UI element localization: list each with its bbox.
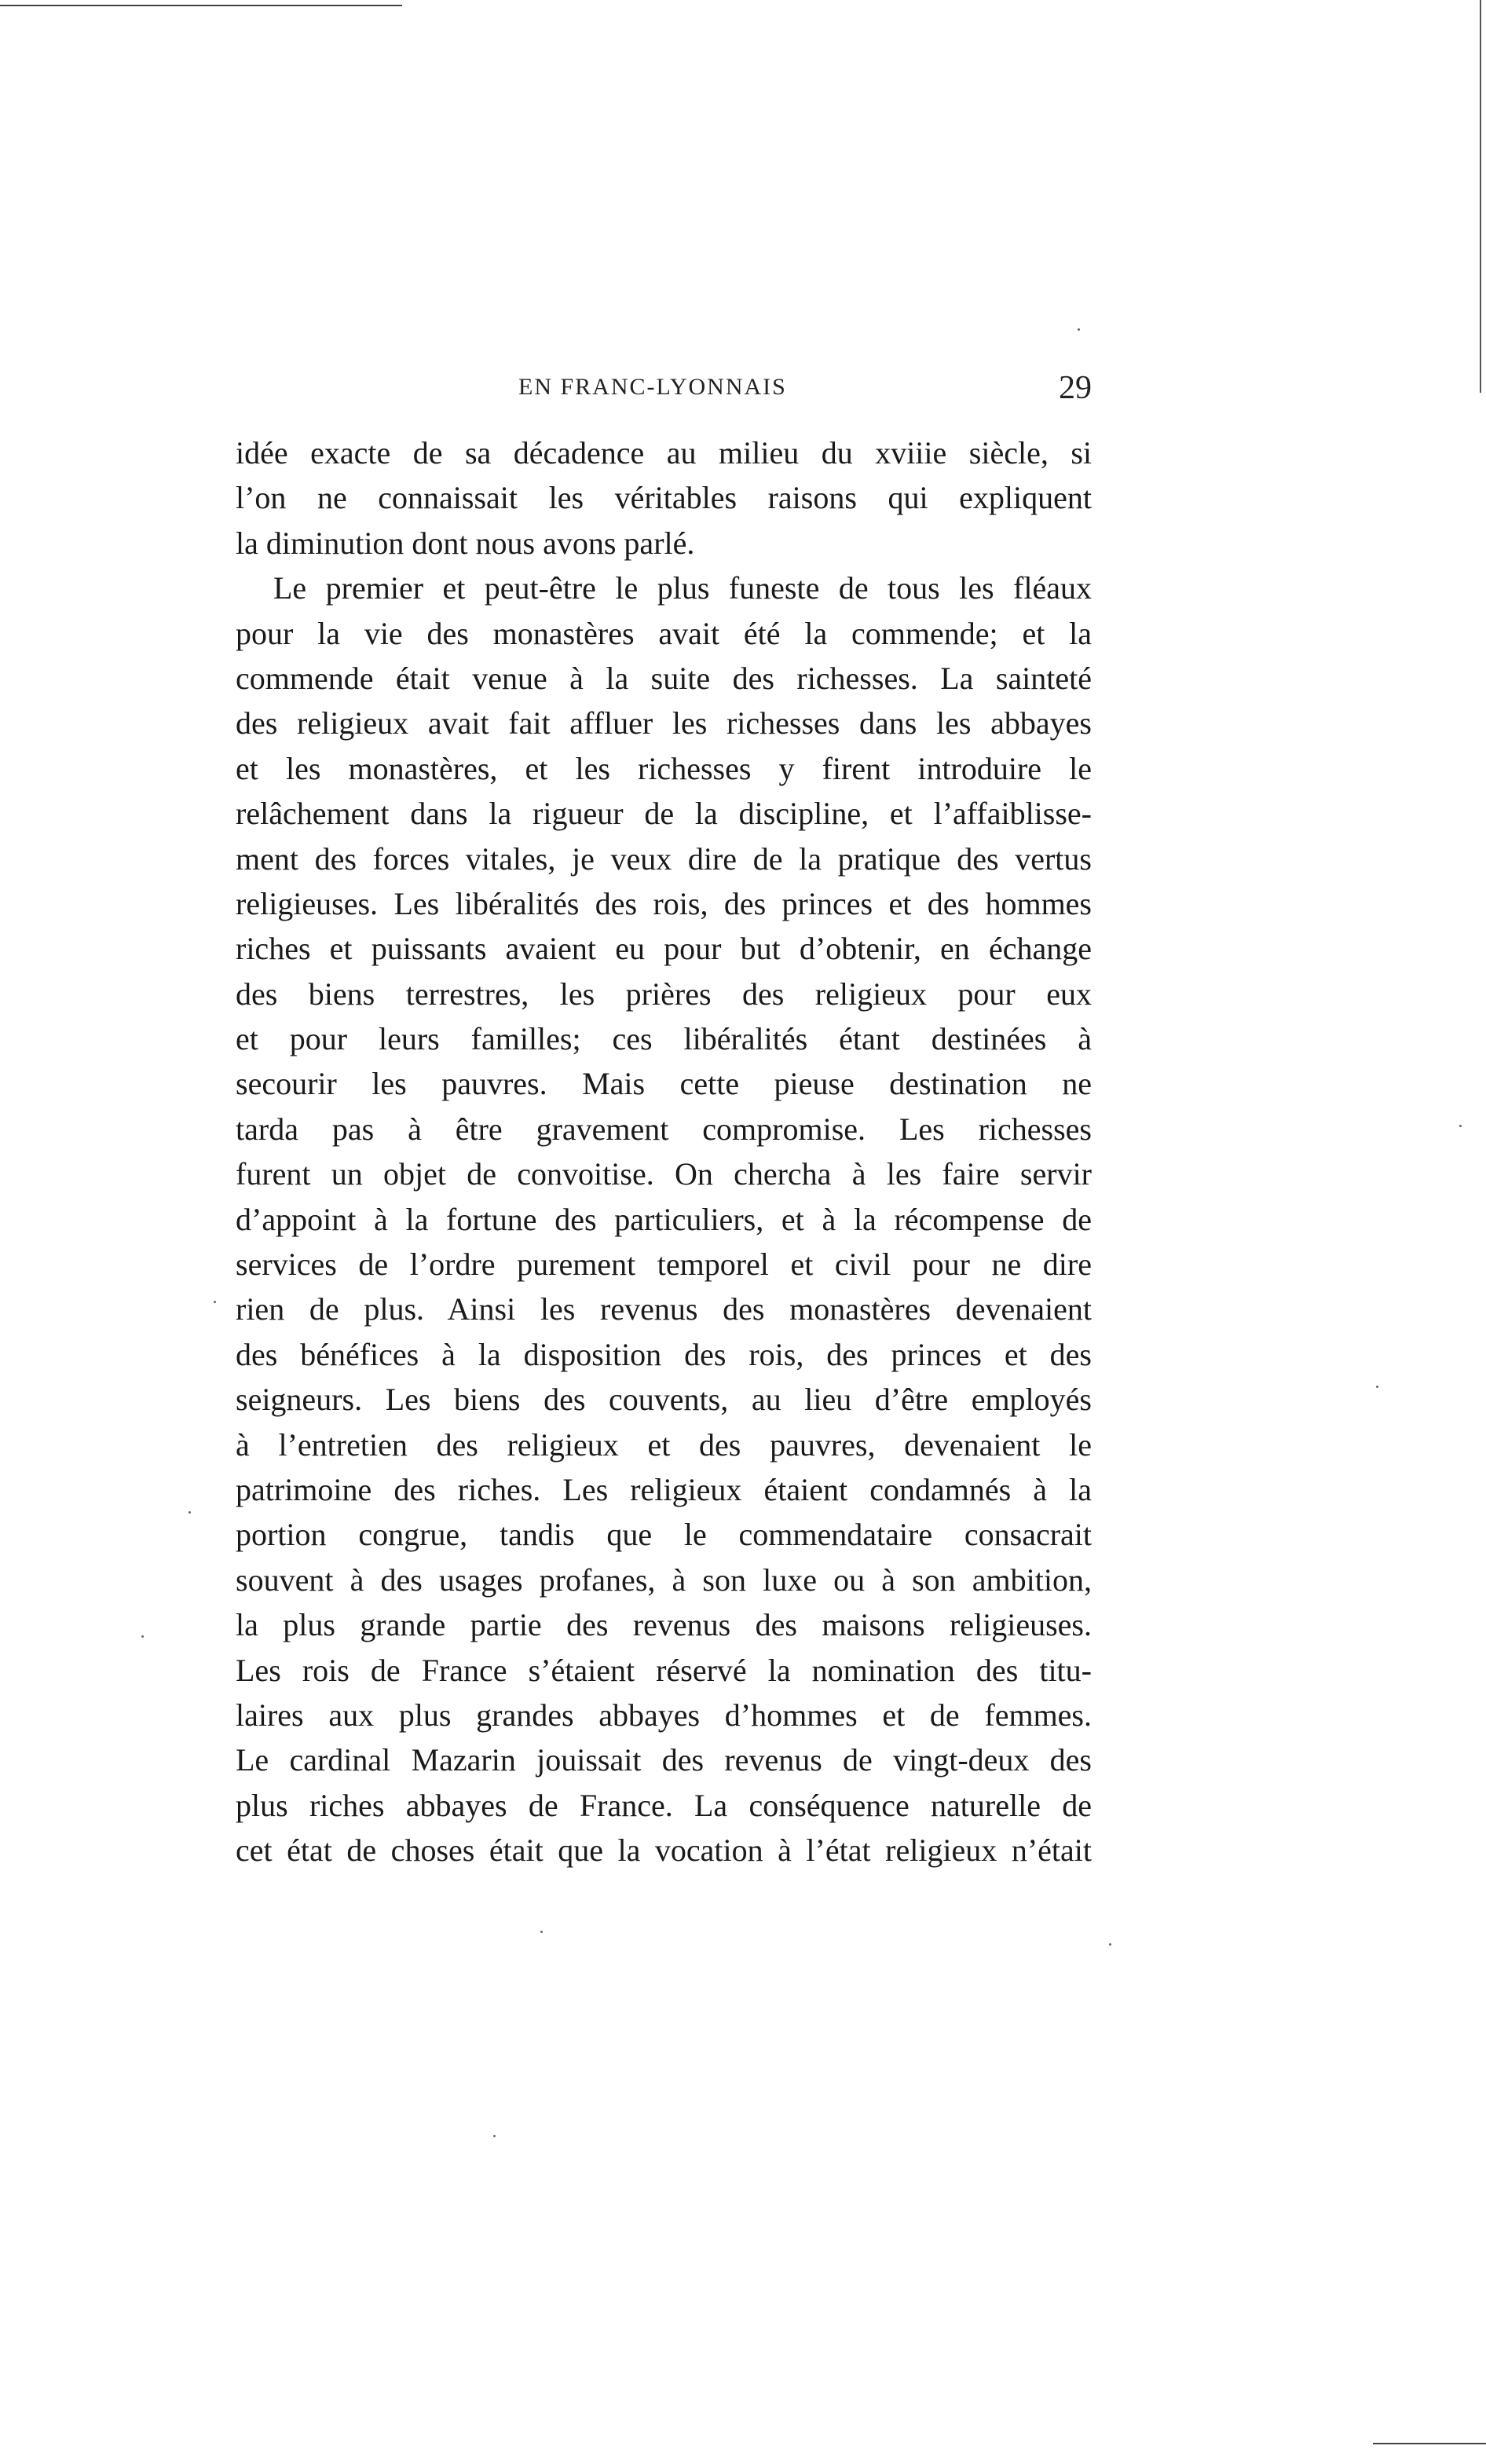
- text-line: des biens terrestres, les prières des religieux pour eux: [236, 976, 1092, 1012]
- text-line: l’on ne connaissait les véritables raisons qui expliquent: [236, 480, 1092, 516]
- text-line: pour la vie des monastères avait été la commende; et la: [236, 615, 1092, 651]
- text-line: ment des forces vitales, je veux dire de la pratique des vertus: [236, 840, 1092, 877]
- text-line: d’appoint à la fortune des particuliers, et à la récompense de: [236, 1201, 1092, 1237]
- text-line: plus riches abbayes de France. La conséquence naturelle de: [236, 1787, 1092, 1823]
- text-line: cet état de choses était que la vocation à l’état religieux n’était: [236, 1832, 1092, 1869]
- text-line: laires aux plus grandes abbayes d’hommes et de femmes.: [236, 1697, 1092, 1733]
- text-line: des bénéfices à la disposition des rois, des princes et des: [236, 1336, 1092, 1372]
- text-line: relâchement dans la rigueur de la discipline, et l’affaiblisse-: [236, 796, 1092, 832]
- text-line: la plus grande partie des revenus des maisons religieuses.: [236, 1607, 1092, 1643]
- running-head: [236, 369, 1092, 408]
- text-line: furent un objet de convoitise. On chercha à les faire servir: [236, 1156, 1092, 1192]
- text-line: riches et puissants avaient eu pour but d’obtenir, en échange: [236, 931, 1092, 967]
- running-head-title: EN FRANC-LYONNAIS: [518, 374, 787, 400]
- scan-edge-bottom-rule: [1373, 2443, 1486, 2444]
- text-line: secourir les pauvres. Mais cette pieuse destination ne: [236, 1066, 1092, 1102]
- text-line: la diminution dont nous avons parlé.: [236, 525, 695, 561]
- text-line: patrimoine des riches. Les religieux étaient condamnés à la: [236, 1471, 1092, 1507]
- text-line: tarda pas à être gravement compromise. Les richesses: [236, 1111, 1092, 1147]
- page-number: 29: [1059, 370, 1092, 406]
- scan-speck: [1459, 1125, 1462, 1127]
- text-line: idée exacte de sa décadence au milieu du xviiie siècle, si: [236, 435, 1092, 470]
- text-line: rien de plus. Ainsi les revenus des monastères devenaient: [236, 1291, 1092, 1327]
- text-line: et pour leurs familles; ces libéralités étant destinées à: [236, 1021, 1092, 1057]
- scan-speck: [540, 1931, 543, 1933]
- paragraph-first-line: Le premier et peut-être le plus funeste de tous les fléaux: [273, 570, 1092, 606]
- scan-speck: [1376, 1386, 1378, 1388]
- text-line: seigneurs. Les biens des couvents, au lieu d’être employés: [236, 1382, 1092, 1418]
- text-line: portion congrue, tandis que le commendataire consacrait: [236, 1517, 1092, 1553]
- scan-speck: [1078, 328, 1080, 331]
- scan-speck: [188, 1511, 191, 1514]
- text-line: commende était venue à la suite des richesses. La sainteté: [236, 660, 1092, 696]
- scan-speck: [214, 1301, 216, 1303]
- text-line: services de l’ordre purement temporel et civil pour ne dire: [236, 1247, 1092, 1283]
- scan-edge-right-line: [1480, 0, 1481, 393]
- body-text: [236, 430, 1092, 1873]
- text-line: à l’entretien des religieux et des pauvres, devenaient le: [236, 1426, 1092, 1463]
- scan-speck: [1109, 1943, 1111, 1946]
- text-line: des religieux avait fait affluer les richesses dans les abbayes: [236, 705, 1092, 741]
- scan-speck: [493, 2135, 496, 2137]
- scan-speck: [141, 1635, 144, 1638]
- text-line: religieuses. Les libéralités des rois, des princes et des hommes: [236, 885, 1092, 921]
- text-line: et les monastères, et les richesses y firent introduire le: [236, 750, 1092, 786]
- scan-edge-top-rule: [0, 5, 402, 6]
- text-line: souvent à des usages profanes, à son luxe ou à son ambition,: [236, 1562, 1092, 1598]
- text-line: Le cardinal Mazarin jouissait des revenus de vingt-deux des: [236, 1742, 1092, 1778]
- text-line: Les rois de France s’étaient réservé la nomination des titu-: [236, 1652, 1092, 1688]
